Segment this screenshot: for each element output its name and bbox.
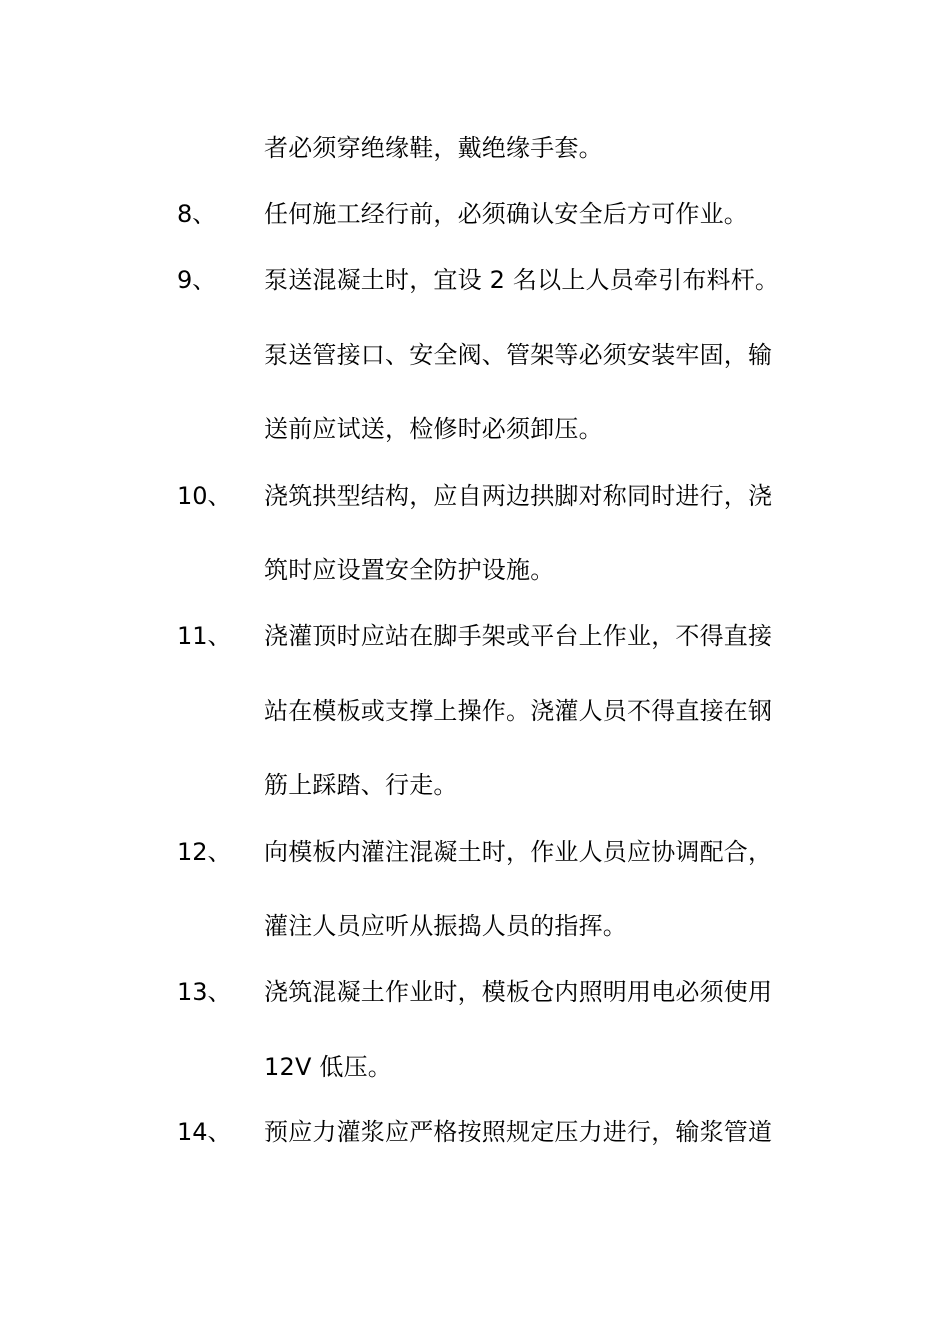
item-7-line-2: 者必须穿绝缘鞋，戴绝缘手套。 — [264, 134, 603, 162]
item-10-number: 10、 — [177, 482, 232, 510]
item-9-number: 9、 — [177, 266, 217, 294]
item-11-number: 11、 — [177, 622, 232, 650]
item-8-number: 8、 — [177, 200, 217, 228]
item-9-line-2: 泵送管接口、安全阀、管架等必须安装牢固，输 — [264, 341, 773, 369]
item-12-number: 12、 — [177, 838, 232, 866]
item-13-line-2: 12V 低压。 — [264, 1053, 392, 1081]
item-11-line-1: 浇灌顶时应站在脚手架或平台上作业，不得直接 — [264, 622, 773, 650]
item-11-line-3: 筋上踩踏、行走。 — [264, 771, 458, 799]
item-10-line-1: 浇筑拱型结构，应自两边拱脚对称同时进行，浇 — [264, 482, 773, 510]
item-12-line-2: 灌注人员应听从振捣人员的指挥。 — [264, 912, 627, 940]
item-13-number: 13、 — [177, 978, 232, 1006]
item-12-line-1: 向模板内灌注混凝土时，作业人员应协调配合， — [264, 838, 773, 866]
item-8-line-1: 任何施工经行前，必须确认安全后方可作业。 — [264, 200, 748, 228]
item-14-line-1: 预应力灌浆应严格按照规定压力进行，输浆管道 — [264, 1118, 773, 1146]
item-13-line-1: 浇筑混凝土作业时，模板仓内照明用电必须使用 — [264, 978, 773, 1006]
item-10-line-2: 筑时应设置安全防护设施。 — [264, 556, 555, 584]
item-11-line-2: 站在模板或支撑上操作。浇灌人员不得直接在钢 — [264, 697, 773, 725]
item-9-line-3: 送前应试送，检修时必须卸压。 — [264, 415, 603, 443]
item-9-line-1: 泵送混凝土时，宜设 2 名以上人员牵引布料杆。 — [264, 266, 780, 294]
item-14-number: 14、 — [177, 1118, 232, 1146]
